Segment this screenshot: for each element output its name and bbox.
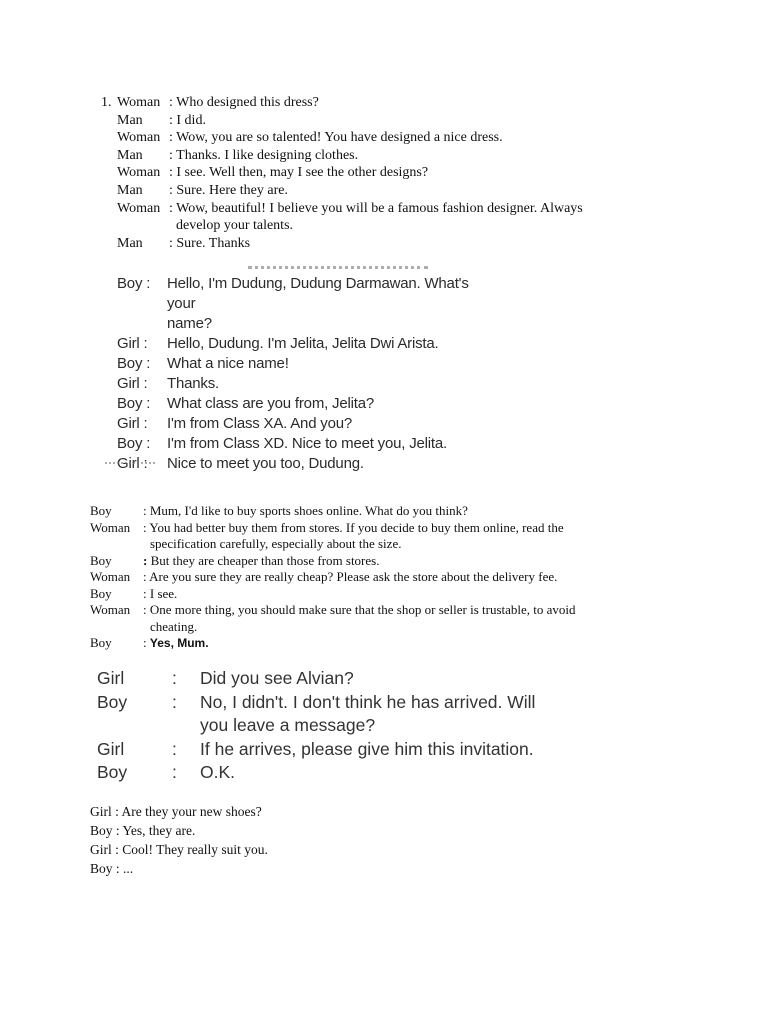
- dialog-4-line: [97, 714, 560, 738]
- dialog-2-line: [117, 394, 497, 414]
- utterance: Hello, I'm Dudung, Dudung Darmawan. What's your: [167, 275, 469, 312]
- utterance: : Are you sure they are really cheap? Please ask the store about the delivery fee.: [143, 569, 558, 584]
- dialog-3: [90, 503, 653, 652]
- utterance: : One more thing, you should make sure that the shop or seller is trustable, to avoid: [143, 602, 576, 617]
- speaker: Boy: [90, 635, 112, 650]
- utterance: O.K.: [200, 762, 236, 782]
- dialog-3-line: [90, 602, 653, 619]
- dialog-4: [97, 667, 560, 785]
- dialog-1-line: [101, 182, 619, 200]
- utterance: : Yes, Mum.: [143, 635, 209, 650]
- dialog-4-line: [97, 738, 560, 762]
- dialog-4-line: [97, 761, 560, 785]
- utterance: : Sure. Here they are.: [169, 182, 288, 198]
- dialog-5: [90, 802, 268, 878]
- dialog-3-line: [90, 553, 653, 570]
- speaker: Boy: [97, 691, 128, 712]
- utterance-continued: specification carefully, especially about the size.: [150, 536, 402, 551]
- colon: :: [143, 552, 148, 568]
- dialog-2-line: [117, 414, 497, 434]
- utterance: What class are you from, Jelita?: [167, 395, 375, 412]
- dialog-1-line: [101, 164, 619, 182]
- dialog-2-line: [117, 274, 497, 314]
- dialog-1-line: [101, 129, 619, 147]
- utterance: : But they are cheaper than those from stores.: [143, 552, 380, 568]
- speaker: Woman: [117, 200, 161, 216]
- dialog-3-line: [90, 503, 653, 520]
- dialog-1-line: [101, 200, 619, 218]
- utterance: I'm from Class XD. Nice to meet you, Jelita.: [167, 435, 447, 452]
- speaker: Woman: [90, 519, 131, 535]
- speaker: Boy: [90, 552, 112, 568]
- utterance: Thanks.: [167, 375, 219, 392]
- speaker: Woman: [90, 602, 131, 617]
- dialog-1-line: [101, 112, 619, 130]
- speaker: Girl :: [117, 375, 148, 392]
- utterance: : Wow, beautiful! I believe you will be a famous fashion designer. Always: [169, 200, 583, 216]
- dialog-3-line: [90, 635, 653, 652]
- utterance: What a nice name!: [167, 355, 289, 372]
- speaker: Boy :: [117, 395, 151, 412]
- speaker: Woman: [117, 95, 161, 110]
- colon: :: [172, 762, 177, 782]
- dialog-3-line: [90, 520, 653, 537]
- dialog-2-line: [117, 434, 497, 454]
- speaker: Woman: [90, 569, 131, 584]
- utterance-continued: cheating.: [150, 618, 198, 634]
- dialog-3-line: [90, 619, 653, 636]
- speaker: Boy: [90, 503, 112, 518]
- dialog-5-line: Boy : Yes, they are.: [90, 823, 196, 838]
- dialog-2-line: [117, 454, 497, 474]
- utterance: Did you see Alvian?: [200, 668, 354, 688]
- utterance: : I did.: [169, 112, 206, 128]
- dialog-3-line: [90, 586, 653, 603]
- speaker: Girl :: [117, 335, 148, 352]
- utterance-continued: name?: [167, 315, 212, 332]
- dialog-2: [117, 274, 497, 474]
- utterance: Hello, Dudung. I'm Jelita, Jelita Dwi Arista.: [167, 335, 439, 352]
- dialog-1-line: [101, 217, 619, 235]
- utterance: : Wow, you are so talented! You have designed a nice dress.: [169, 130, 503, 146]
- speaker: Girl :: [117, 415, 148, 432]
- utterance-continued: you leave a message?: [200, 715, 376, 735]
- utterance: : I see.: [143, 585, 178, 601]
- speaker: Woman: [117, 130, 161, 146]
- utterance: : I see. Well then, may I see the other designs?: [169, 165, 429, 181]
- utterance: Nice to meet you too, Dudung.: [167, 455, 364, 472]
- speaker: Girl :: [117, 455, 148, 472]
- speaker: Man: [117, 112, 143, 128]
- dialog-2-line: [117, 354, 497, 374]
- dialog-4-line: [97, 667, 560, 691]
- dialog-1-line: [101, 235, 619, 253]
- speaker: Man: [117, 235, 143, 251]
- speaker: Man: [117, 147, 143, 163]
- speaker: Girl: [97, 668, 125, 688]
- speaker: Girl: [97, 738, 125, 759]
- speaker: Boy :: [117, 275, 151, 292]
- dialog-2-line: [117, 374, 497, 394]
- utterance: : Thanks. I like designing clothes.: [169, 147, 359, 163]
- utterance: If he arrives, please give him this invitation.: [200, 738, 534, 759]
- scan-artifact: [105, 462, 155, 468]
- dialog-1-line: [101, 147, 619, 165]
- speaker: Man: [117, 182, 143, 198]
- utterance-continued: develop your talents.: [176, 218, 294, 234]
- colon: :: [172, 668, 177, 688]
- dialog-5-line: Girl : Are they your new shoes?: [90, 804, 262, 819]
- dialog-5-line: Girl : Cool! They really suit you.: [90, 842, 268, 857]
- utterance: : You had better buy them from stores. If you decide to buy them online, read the: [143, 519, 564, 535]
- speaker: Boy :: [117, 435, 151, 452]
- colon: :: [172, 738, 177, 759]
- dialog-2-line: [117, 314, 497, 334]
- dialog-4-line: [97, 691, 560, 715]
- speaker: Boy :: [117, 355, 151, 372]
- dialog-3-line: [90, 536, 653, 553]
- colon: :: [143, 635, 150, 650]
- utterance: I'm from Class XA. And you?: [167, 415, 353, 432]
- dialog-number: 1.: [101, 95, 112, 110]
- dialog-3-line: [90, 569, 653, 586]
- speaker: Boy: [90, 585, 112, 601]
- utterance: : Mum, I'd like to buy sports shoes online. What do you think?: [143, 503, 468, 518]
- dialog-1-line: [101, 94, 619, 112]
- utterance: No, I didn't. I don't think he has arrived. Will: [200, 691, 536, 712]
- utterance: : Who designed this dress?: [169, 95, 319, 110]
- speaker: Woman: [117, 165, 161, 181]
- dialog-2-line: [117, 334, 497, 354]
- utterance: : Sure. Thanks: [169, 235, 251, 251]
- dialog-5-line: Boy : ...: [90, 861, 134, 876]
- dialog-1: [101, 94, 619, 252]
- speaker: Boy: [97, 762, 128, 782]
- colon: :: [172, 691, 177, 712]
